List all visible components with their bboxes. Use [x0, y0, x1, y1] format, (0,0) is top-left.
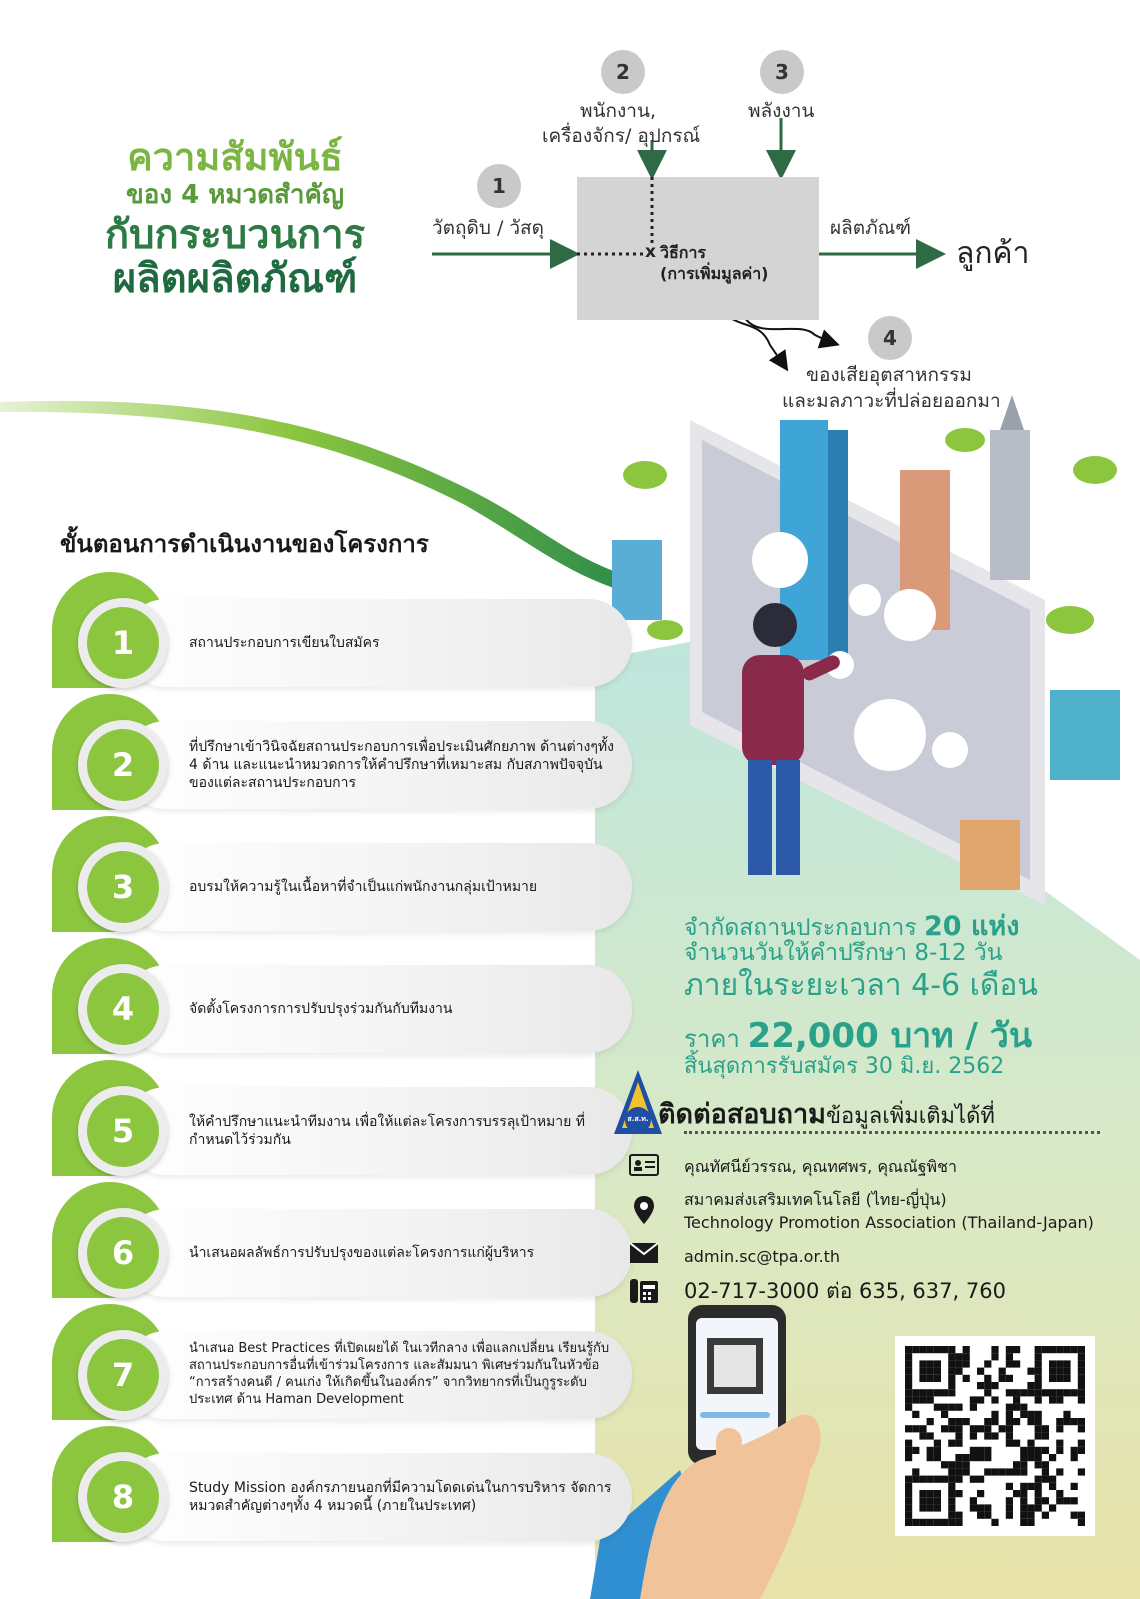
- step-number: 7: [87, 1339, 159, 1411]
- product-label: ผลิตภัณฑ์: [830, 217, 912, 239]
- step-text: อบรมให้ความรู้ในเนื้อหาที่จำเป็นแก่พนักงานกลุ่มเป้าหมาย: [189, 878, 538, 895]
- method-mark: x: [645, 242, 656, 262]
- id-card-icon: [628, 1153, 660, 1181]
- step-text: ให้คำปรึกษาแนะนำทีมงาน เพื่อให้แต่ละโครงการบรรลุเป้าหมาย ที่กำหนดไว้ร่วมกัน: [189, 1113, 586, 1148]
- step-item: [52, 816, 582, 932]
- step-number: 6: [87, 1217, 159, 1289]
- node-2-label-line2: เครื่องจักร/ อุปกรณ์: [542, 125, 701, 147]
- steps-heading: ขั้นตอนการดำเนินงานของโครงการ: [60, 530, 429, 558]
- days-line: จำนวนวันให้คำปรึกษา 8-12 วัน: [684, 940, 1003, 966]
- step-number: 5: [87, 1095, 159, 1167]
- node-2-label-line1: พนักงาน,: [580, 100, 656, 122]
- contact-title-rest: ข้อมูลเพิ่มเติมได้ที่: [825, 1104, 995, 1129]
- title-line-2: ของ 4 หมวดสำคัญ: [125, 180, 345, 210]
- method-label: [660, 243, 769, 285]
- node-3-label: พลังงาน: [748, 100, 815, 122]
- step-number: 8: [87, 1461, 159, 1533]
- telephone-icon: [628, 1277, 660, 1305]
- node-3-badge: 3: [760, 50, 804, 94]
- qr-code-pattern: [895, 1336, 1095, 1536]
- step-item: [52, 694, 614, 810]
- deadline-line: สิ้นสุดการรับสมัคร 30 มิ.ย. 2562: [684, 1054, 1005, 1079]
- step-item: [52, 938, 582, 1054]
- tpa-logo: [612, 1068, 664, 1140]
- step-text: จัดตั้งโครงการการปรับปรุงร่วมกันกับทีมงาน: [189, 1000, 453, 1017]
- green-swoosh: [0, 401, 640, 596]
- step-number: 3: [87, 851, 159, 923]
- step-text: Study Mission องค์กรภายนอกที่มีความโดดเด่นในการบริหาร จัดการหมวดสำคัญต่างๆทั้ง 4 หมวดนี้ (ภายในประเทศ): [189, 1479, 612, 1514]
- step-text: นำเสนอผลลัพธ์การปรับปรุงของแต่ละโครงการแก่ผู้บริหาร: [189, 1244, 535, 1261]
- node-1-badge: 1: [477, 164, 521, 208]
- node-2-badge: 2: [601, 50, 645, 94]
- step-item: [52, 1060, 586, 1176]
- step-number: 1: [87, 607, 159, 679]
- qr-code[interactable]: [895, 1336, 1095, 1536]
- step-item: [52, 1182, 582, 1298]
- step-item: [52, 1304, 610, 1420]
- title-line-3: กับกระบวนการ: [104, 212, 366, 258]
- contact-phone[interactable]: 02-717-3000 ต่อ 635, 637, 760: [684, 1279, 1006, 1303]
- customer-label: ลูกค้า: [956, 236, 1030, 271]
- title-line-4: ผลิตผลิตภัณฑ์: [112, 256, 358, 302]
- method-label-line1: วิธีการ: [660, 243, 707, 262]
- step-text: สถานประกอบการเขียนใบสมัคร: [189, 634, 380, 651]
- org-name-th: สมาคมส่งเสริมเทคโนโลยี (ไทย-ญี่ปุ่น): [684, 1190, 947, 1209]
- dotted-divider: [684, 1131, 1100, 1134]
- envelope-icon: [628, 1242, 660, 1270]
- org-name-en: Technology Promotion Association (Thailand-Japan): [684, 1213, 1094, 1232]
- step-text: ที่ปรึกษาเข้าวินิจฉัยสถานประกอบการเพื่อประเมินศักยภาพ ด้านต่างๆทั้ง 4 ด้าน และแนะนำหมวดการให้คำปรึกษาที่เหมาะสม กับสภาพปัจจุบันของแต่ละสถานประกอบการ: [189, 738, 614, 792]
- contact-title: [658, 1092, 995, 1135]
- period-line: ภายในระยะเวลา 4-6 เดือน: [684, 968, 1038, 1003]
- location-pin-icon: [628, 1195, 660, 1223]
- step-number: 2: [87, 729, 159, 801]
- contact-persons: คุณทัศนีย์วรรณ, คุณทศพร, คุณณัฐพิชา: [684, 1157, 957, 1176]
- price-prefix: ราคา: [684, 1025, 748, 1053]
- title-line-1: ความสัมพันธ์: [127, 135, 343, 179]
- limit-value: 20 แห่ง: [924, 911, 1020, 942]
- contact-email[interactable]: admin.sc@tpa.or.th: [684, 1247, 841, 1266]
- method-label-line2: (การเพิ่มมูลค่า): [660, 263, 769, 283]
- step-number: 4: [87, 973, 159, 1045]
- tpa-logo-text: ส.ส.ท.: [627, 1115, 649, 1123]
- limit-prefix: จำกัดสถานประกอบการ: [684, 915, 925, 941]
- contact-title-bold: ติดต่อสอบถาม: [658, 1099, 826, 1130]
- step-text: นำเสนอ Best Practices ที่เปิดเผยได้ ในเวทีกลาง เพื่อแลกเปลี่ยน เรียนรู้กับสถานประกอบการอื่นที่เข้าร่วมโครงการ และสัมมนา พิเศษร่วมกันในหัวข้อ “การสร้างคนดี / คนเก่ง ให้เกิดขึ้นในองค์กร” จากวิทยากรที่เป็นกูรูระดับประเทศ ด้าน Haman Development: [189, 1341, 610, 1407]
- step-item: [52, 572, 582, 688]
- node-4-label-line2: และมลภาวะที่ปล่อยออกมา: [782, 390, 1001, 412]
- process-diagram-arrows: [0, 0, 1140, 420]
- price-value: 22,000 บาท / วัน: [747, 1016, 1033, 1056]
- node-4-badge: 4: [868, 316, 912, 360]
- node-1-label: วัตถุดิบ / วัสดุ: [432, 217, 544, 239]
- node-4-label-line1: ของเสียอุตสาหกรรม: [806, 364, 972, 386]
- step-item: [52, 1426, 612, 1542]
